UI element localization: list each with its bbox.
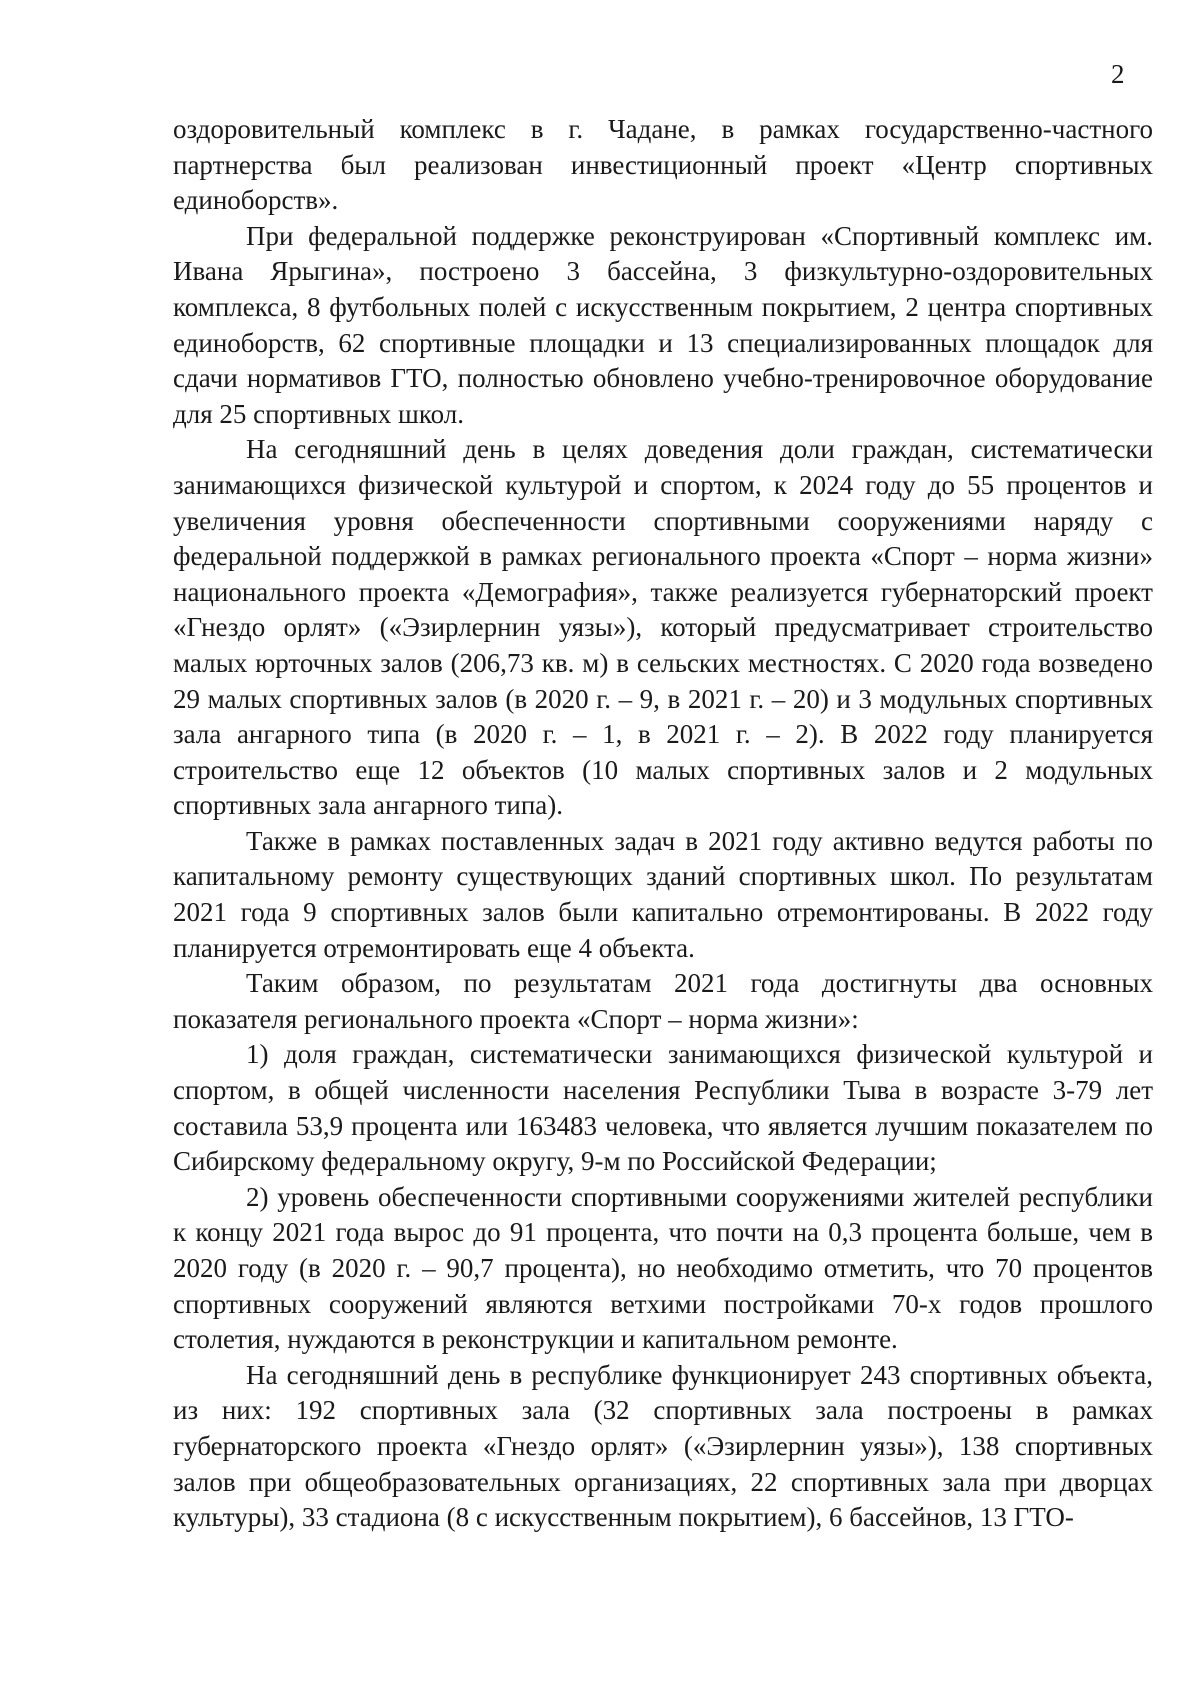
- paragraph-5: Таким образом, по результатам 2021 года достигнуты два основных показателя регионального проекта «Спорт – норма жизни»:: [173, 968, 1153, 1034]
- document-body: [173, 112, 1153, 1536]
- paragraph-3: На сегодняшний день в целях доведения доли граждан, систематически занимающихся физической культурой и спортом, к 2024 году до 55 процентов и увеличения уровня обеспеченности спортивными сооружениями наряду с федеральной поддержкой в рамках регионального проекта «Спорт – норма жизни» национального проекта «Демография», также реализуется губернаторский проект «Гнездо орлят» («Эзирлернин уязы»), который предусматривает строительство малых юрточных залов (206,73 кв. м) в сельских местностях. С 2020 года возведено 29 малых спортивных залов (в 2020 г. – 9, в 2021 г. – 20) и 3 модульных спортивных зала ангарного типа (в 2020 г. – 1, в 2021 г. – 2). В 2022 году планируется строительство еще 12 объектов (10 малых спортивных залов и 2 модульных спортивных зала ангарного типа).: [173, 434, 1153, 821]
- paragraph-6: На сегодняшний день в республике функционирует 243 спортивных объекта, из них: 192 спортивных зала (32 спортивных зала построены в рамках губернаторского проекта «Гнездо орлят» («Эзирлернин уязы»), 138 спортивных залов при общеобразовательных организациях, 22 спортивных зала при дворцах культуры), 33 стадиона (8 с искусственным покрытием), 6 бассейнов, 13 ГТО-: [173, 1359, 1153, 1533]
- page-number: 2: [1111, 59, 1125, 89]
- paragraph-1: оздоровительный комплекс в г. Чадане, в рамках государственно-частного партнерства был реализован инвестиционный проект «Центр спортивных единоборств».: [173, 114, 1153, 216]
- paragraph-4: Также в рамках поставленных задач в 2021 году активно ведутся работы по капитальному ремонту существующих зданий спортивных школ. По результатам 2021 года 9 спортивных залов были капитально отремонтированы. В 2022 году планируется отремонтировать еще 4 объекта.: [173, 825, 1153, 963]
- list-item-2: 2) уровень обеспеченности спортивными сооружениями жителей республики к концу 2021 года вырос до 91 процента, что почти на 0,3 процента больше, чем в 2020 году (в 2020 г. – 90,7 процента), но необходимо отметить, что 70 процентов спортивных сооружений являются ветхими постройками 70-х годов прошлого столетия, нуждаются в реконструкции и капитальном ремонте.: [173, 1181, 1153, 1355]
- paragraph-2: При федеральной поддержке реконструирован «Спортивный комплекс им. Ивана Ярыгина», построено 3 бассейна, 3 физкультурно-оздоровительных комплекса, 8 футбольных полей с искусственным покрытием, 2 центра спортивных единоборств, 62 спортивные площадки и 13 специализированных площадок для сдачи нормативов ГТО, полностью обновлено учебно-тренировочное оборудование для 25 спортивных школ.: [173, 220, 1153, 429]
- list-item-1: 1) доля граждан, систематически занимающихся физической культурой и спортом, в общей численности населения Республики Тыва в возрасте 3-79 лет составила 53,9 процента или 163483 человека, что является лучшим показателем по Сибирскому федеральному округу, 9-м по Российской Федерации;: [173, 1039, 1153, 1177]
